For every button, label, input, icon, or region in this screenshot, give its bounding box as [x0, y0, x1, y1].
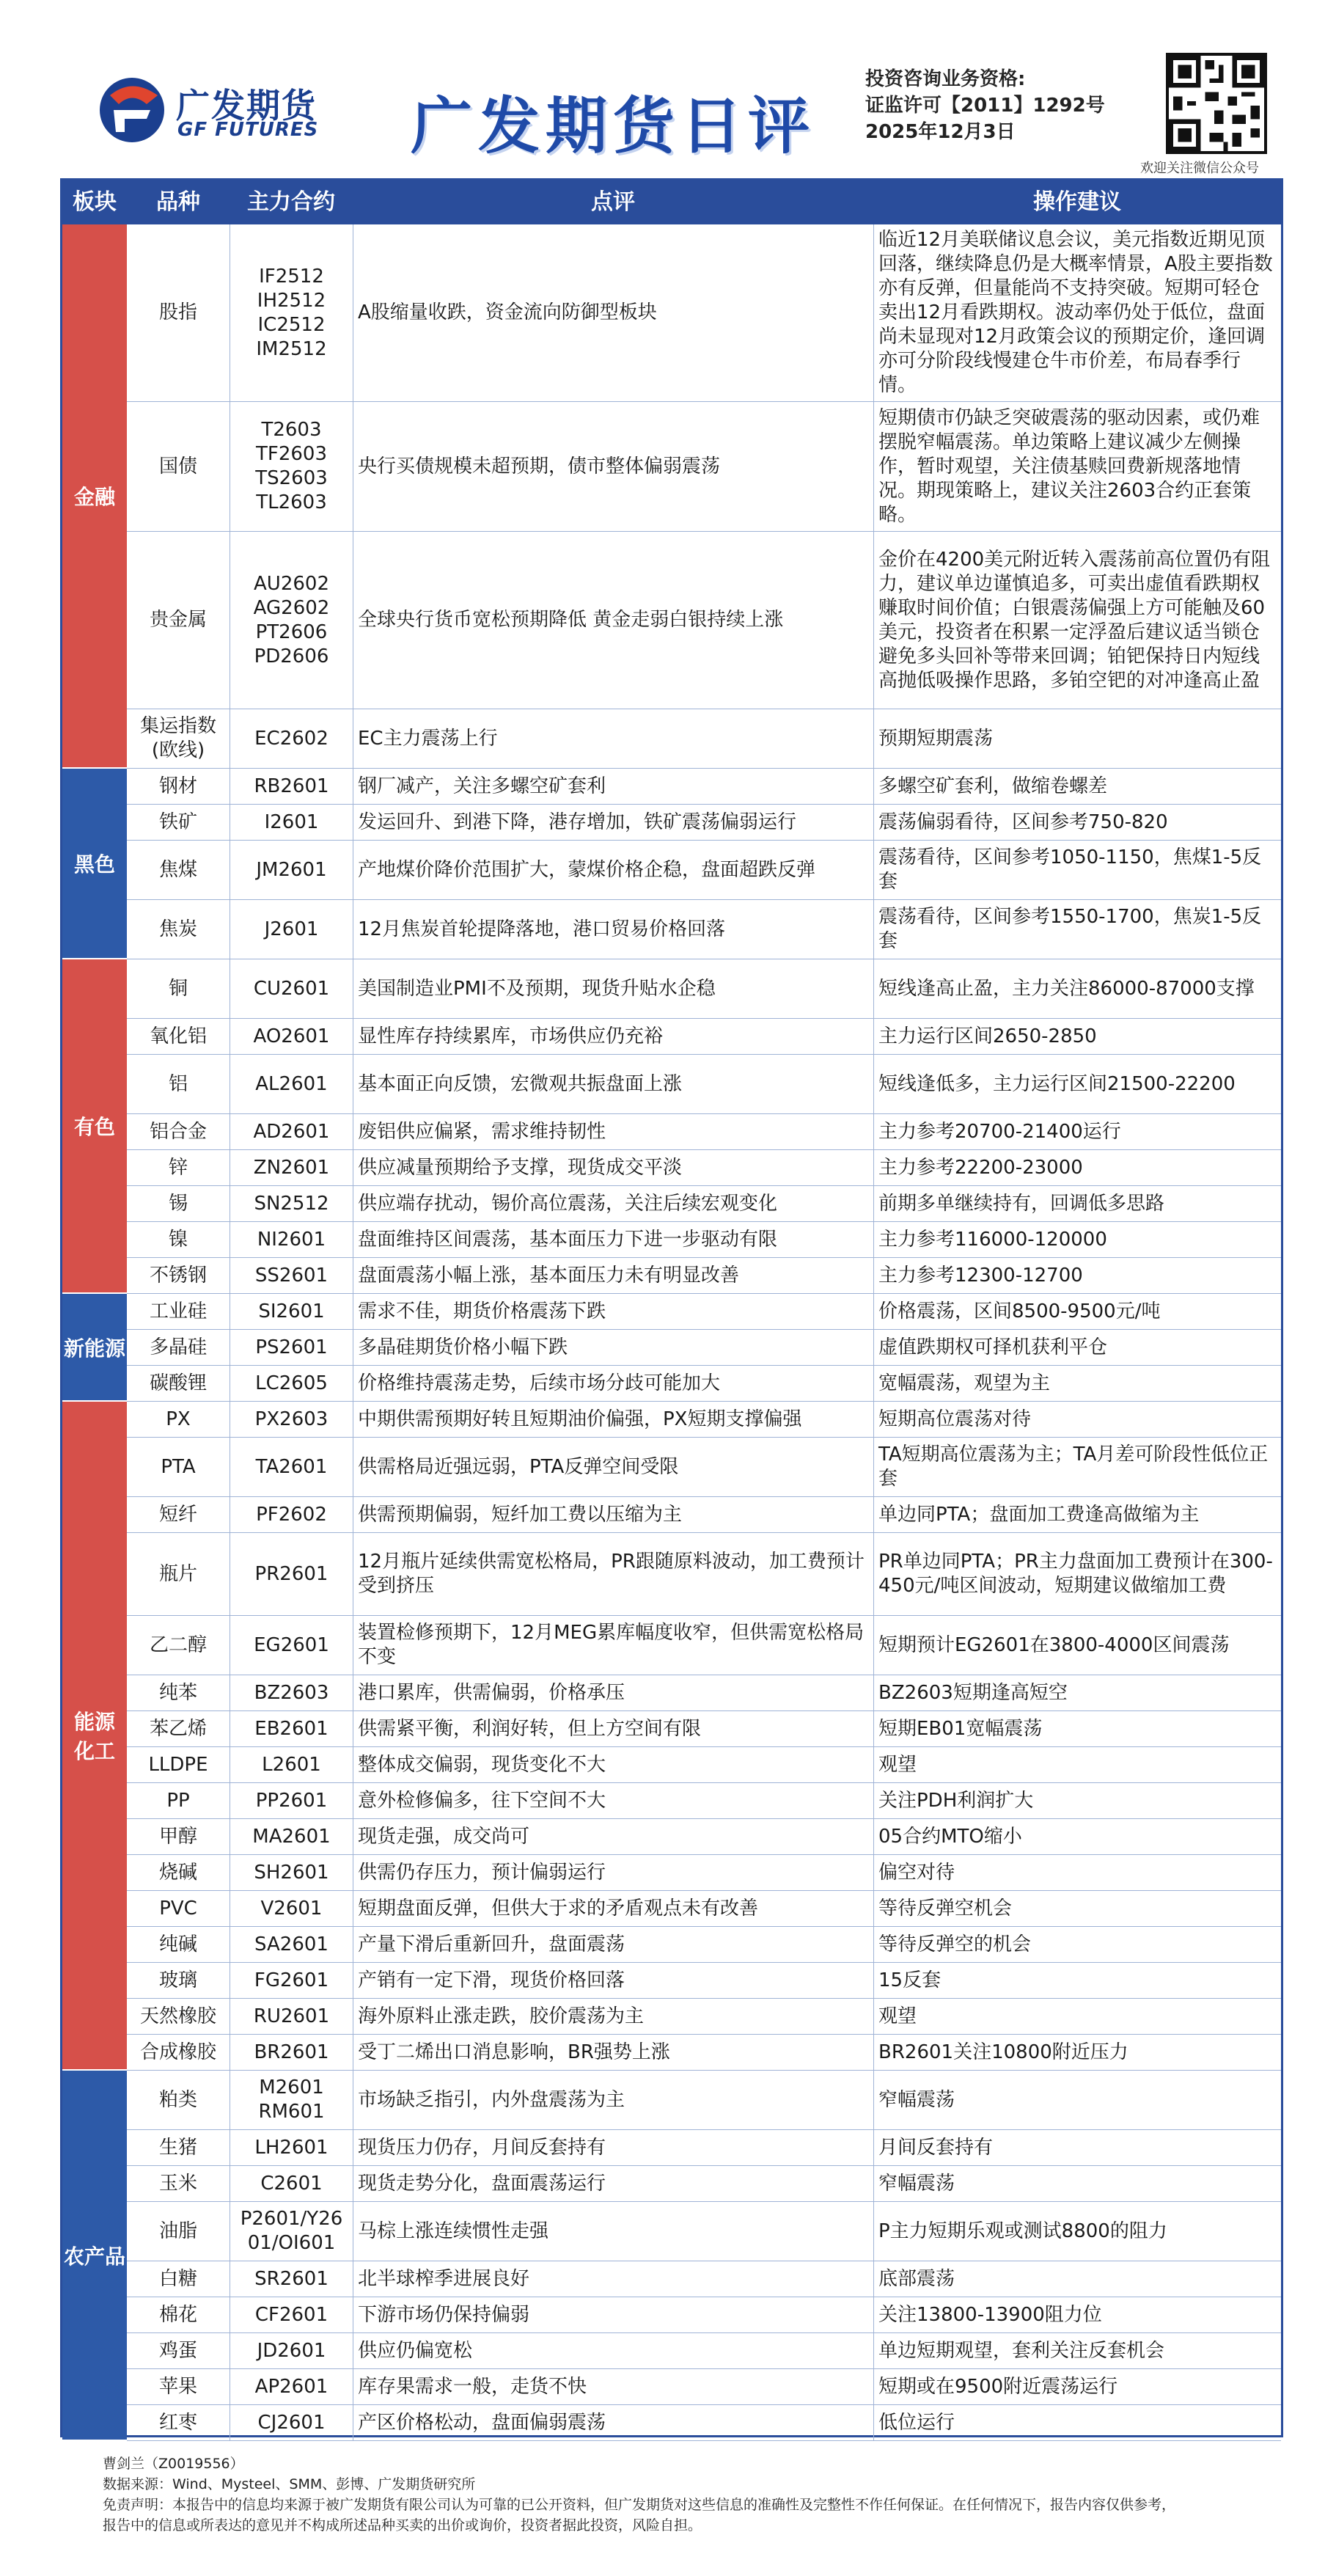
- sector-label: 有色: [62, 959, 127, 1294]
- product-cell: 国债: [158, 455, 197, 477]
- contract-cell: SI2601: [230, 1294, 353, 1329]
- comment-cell: 产销有一定下滑，现货价格回落: [353, 1963, 873, 1998]
- table-row: [127, 1855, 1281, 1891]
- table-row: [127, 1150, 1281, 1186]
- table-row: [127, 1711, 1281, 1747]
- qr-caption: 欢迎关注微信公众号: [1140, 161, 1259, 176]
- contract-cell: AL2601: [230, 1055, 353, 1113]
- table-row: [127, 2202, 1281, 2261]
- contract-cell: IF2512 IH2512 IC2512 IM2512: [230, 224, 353, 401]
- comment-cell: 供应减量预期给予支撑，现货成交平淡: [353, 1150, 873, 1185]
- table-row: [127, 1891, 1281, 1927]
- table-row: [127, 805, 1281, 841]
- table-row: [127, 1222, 1281, 1258]
- product-cell: 合成橡胶: [139, 2041, 216, 2063]
- header-comment: 点评: [591, 189, 635, 215]
- table-row: [127, 2130, 1281, 2166]
- comment-cell: 发运回升、到港下降，港存增加，铁矿震荡偏弱运行: [353, 805, 873, 840]
- advice-cell: 主力参考22200-23000: [873, 1150, 1281, 1185]
- advice-cell: 预期短期震荡: [873, 709, 1281, 768]
- table-row: [127, 1366, 1281, 1402]
- product-cell: 粕类: [158, 2088, 197, 2111]
- contract-cell: BZ2603: [230, 1675, 353, 1710]
- product-cell: PTA: [161, 1455, 196, 1478]
- product-cell: 多晶硅: [149, 1336, 207, 1358]
- license-line: 证监许可【2011】1292号: [865, 95, 1105, 117]
- comment-cell: 供需紧平衡，利润好转，但上方空间有限: [353, 1711, 873, 1746]
- comment-cell: 12月瓶片延续供需宽松格局，PR跟随原料波动，加工费预计受到挤压: [353, 1533, 873, 1615]
- table-row: [127, 900, 1281, 959]
- comment-cell: 海外原料止涨走跌，胶价震荡为主: [353, 1999, 873, 2034]
- product-cell: 甲醇: [158, 1825, 197, 1848]
- advice-cell: 虚值跌期权可择机获利平仓: [873, 1330, 1281, 1365]
- license-info: [865, 66, 1105, 145]
- contract-cell: V2601: [230, 1891, 353, 1926]
- comment-cell: 美国制造业PMI不及预期，现货升贴水企稳: [353, 959, 873, 1018]
- contract-cell: MA2601: [230, 1819, 353, 1854]
- contract-cell: SA2601: [230, 1927, 353, 1962]
- sector-label: 金融: [62, 224, 127, 769]
- contract-cell: SS2601: [230, 1258, 353, 1293]
- contract-cell: M2601 RM601: [230, 2071, 353, 2129]
- product-cell: 纯碱: [158, 1933, 197, 1955]
- comment-cell: EC主力震荡上行: [353, 709, 873, 768]
- comment-cell: 意外检修偏多，往下空间不大: [353, 1783, 873, 1818]
- product-cell: 股指: [158, 301, 197, 323]
- comment-cell: 12月焦炭首轮提降落地，港口贸易价格回落: [353, 900, 873, 959]
- advice-cell: 短期高位震荡对待: [873, 1402, 1281, 1437]
- advice-cell: 等待反弹空机会: [873, 1891, 1281, 1926]
- table-row: [127, 1616, 1281, 1675]
- comment-cell: 需求不佳，期货价格震荡下跌: [353, 1294, 873, 1329]
- header-contract: 主力合约: [247, 189, 335, 215]
- comment-cell: 库存果需求一般，走货不快: [353, 2369, 873, 2404]
- product-cell: PP: [166, 1789, 190, 1812]
- logo-text-cn: 广发期货: [176, 86, 317, 125]
- product-cell: 集运指数 (欧线): [139, 715, 216, 761]
- table-row: [127, 1497, 1281, 1533]
- header-product: 品种: [156, 189, 200, 215]
- advice-cell: 主力参考116000-120000: [873, 1222, 1281, 1257]
- advice-cell: 等待反弹空的机会: [873, 1927, 1281, 1962]
- table-row: [127, 2261, 1281, 2297]
- contract-cell: T2603 TF2603 TS2603 TL2603: [230, 402, 353, 531]
- table-row: [127, 402, 1281, 532]
- product-cell: PX: [166, 1408, 191, 1430]
- daily-review-table: [60, 178, 1283, 2437]
- comment-cell: 产区价格松动，盘面偏弱震荡: [353, 2405, 873, 2440]
- comment-cell: 受丁二烯出口消息影响，BR强势上涨: [353, 2035, 873, 2070]
- sector-label: 黑色: [62, 769, 127, 959]
- table-row: [127, 1927, 1281, 1963]
- table-row: [127, 2166, 1281, 2202]
- advice-cell: 宽幅震荡，观望为主: [873, 1366, 1281, 1401]
- advice-cell: 震荡偏弱看待，区间参考750-820: [873, 805, 1281, 840]
- advice-cell: 偏空对待: [873, 1855, 1281, 1890]
- contract-cell: FG2601: [230, 1963, 353, 1998]
- advice-cell: 多螺空矿套利，做缩卷螺差: [873, 769, 1281, 804]
- contract-cell: NI2601: [230, 1222, 353, 1257]
- sector-label: 农产品: [62, 2071, 127, 2441]
- advice-cell: 关注13800-13900阻力位: [873, 2297, 1281, 2332]
- product-cell: 苯乙烯: [149, 1717, 207, 1740]
- comment-cell: 价格维持震荡走势，后续市场分歧可能加大: [353, 1366, 873, 1401]
- product-cell: 工业硅: [149, 1300, 207, 1322]
- footer: [103, 2454, 1276, 2536]
- contract-cell: ZN2601: [230, 1150, 353, 1185]
- product-cell: 铜: [168, 977, 188, 1000]
- sector-label: 能源 化工: [62, 1402, 127, 2071]
- sector-label: 新能源: [62, 1294, 127, 1402]
- product-cell: 钢材: [158, 775, 197, 797]
- header: [0, 0, 1325, 176]
- comment-cell: 钢厂减产，关注多螺空矿套利: [353, 769, 873, 804]
- contract-cell: RU2601: [230, 1999, 353, 2034]
- comment-cell: 马棕上涨连续惯性走强: [353, 2202, 873, 2261]
- contract-cell: SH2601: [230, 1855, 353, 1890]
- product-cell: 生猪: [158, 2136, 197, 2159]
- table-row: [127, 1819, 1281, 1855]
- contract-cell: PR2601: [230, 1533, 353, 1615]
- comment-cell: 盘面维持区间震荡，基本面压力下进一步驱动有限: [353, 1222, 873, 1257]
- contract-cell: AD2601: [230, 1114, 353, 1149]
- advice-cell: 前期多单继续持有，回调低多思路: [873, 1186, 1281, 1221]
- table-row: [127, 1533, 1281, 1616]
- comment-cell: 供需仍存压力，预计偏弱运行: [353, 1855, 873, 1890]
- comment-cell: 供需格局近强远弱，PTA反弹空间受限: [353, 1438, 873, 1496]
- product-cell: PVC: [159, 1897, 197, 1920]
- contract-cell: SR2601: [230, 2261, 353, 2297]
- comment-cell: 现货走强，成交尚可: [353, 1819, 873, 1854]
- comment-cell: 中期供需预期好转且短期油价偏强，PX短期支撑偏强: [353, 1402, 873, 1437]
- comment-cell: 供需预期偏弱，短纤加工费以压缩为主: [353, 1497, 873, 1532]
- table-row: [127, 1438, 1281, 1497]
- product-cell: 棉花: [158, 2303, 197, 2326]
- product-cell: 玻璃: [158, 1969, 197, 1991]
- contract-cell: AO2601: [230, 1019, 353, 1054]
- product-cell: 红枣: [158, 2411, 197, 2434]
- table-row: [127, 1747, 1281, 1783]
- table-row: [127, 1783, 1281, 1819]
- product-cell: 纯苯: [158, 1681, 197, 1704]
- advice-cell: 观望: [873, 1747, 1281, 1782]
- contract-cell: PS2601: [230, 1330, 353, 1365]
- contract-cell: CU2601: [230, 959, 353, 1018]
- advice-cell: 短期债市仍缺乏突破震荡的驱动因素，或仍难摆脱窄幅震荡。单边策略上建议减少左侧操作，暂时观望，关注债基赎回费新规落地情况。期现策略上，建议关注2603合约正套策略。: [873, 402, 1281, 531]
- comment-cell: 下游市场仍保持偏弱: [353, 2297, 873, 2332]
- company-logo: [95, 73, 337, 147]
- license-line: 投资咨询业务资格:: [865, 68, 1026, 90]
- product-cell: 烧碱: [158, 1861, 197, 1884]
- contract-cell: CJ2601: [230, 2405, 353, 2440]
- advice-cell: 短期EB01宽幅震荡: [873, 1711, 1281, 1746]
- table-row: [127, 1055, 1281, 1114]
- product-cell: 瓶片: [158, 1562, 197, 1585]
- qr-code-icon: [1166, 53, 1267, 154]
- author: 曹剑兰（Z0019556）: [103, 2456, 244, 2472]
- advice-cell: 金价在4200美元附近转入震荡前高位置仍有阻力，建议单边谨慎追多，可卖出虚值看跌期权赚取时间价值；白银震荡偏强上方可能触及60美元，投资者在积累一定浮盈后建议适当锁仓避免多头回补等带来回调；铂钯保持日内短线高抛低吸操作思路，多铂空钯的对冲逢高止盈: [873, 532, 1281, 709]
- product-cell: 贵金属: [149, 609, 207, 631]
- disclaimer: 免责声明：本报告中的信息均来源于被广发期货有限公司认为可靠的已公开资料，但广发期货对这些信息的准确性及完整性不作任何保证。在任何情况下，报告内容仅供参考，: [103, 2497, 1176, 2513]
- contract-cell: LC2605: [230, 1366, 353, 1401]
- comment-cell: 基本面正向反馈，宏微观共振盘面上涨: [353, 1055, 873, 1113]
- product-cell: 短纤: [158, 1503, 197, 1526]
- product-cell: 镍: [168, 1228, 188, 1251]
- header-sector: 板块: [73, 189, 117, 215]
- advice-cell: 短期预计EG2601在3800-4000区间震荡: [873, 1616, 1281, 1675]
- contract-cell: AP2601: [230, 2369, 353, 2404]
- advice-cell: 价格震荡，区间8500-9500元/吨: [873, 1294, 1281, 1329]
- table-row: [127, 2369, 1281, 2405]
- contract-cell: L2601: [230, 1747, 353, 1782]
- table-row: [127, 1963, 1281, 1999]
- contract-cell: C2601: [230, 2166, 353, 2201]
- comment-cell: 全球央行货币宽松预期降低 黄金走弱白银持续上涨: [353, 532, 873, 709]
- table-row: [127, 1999, 1281, 2035]
- product-cell: 玉米: [158, 2172, 197, 2195]
- comment-cell: 盘面震荡小幅上涨，基本面压力未有明显改善: [353, 1258, 873, 1293]
- advice-cell: 短线逢低多，主力运行区间21500-22200: [873, 1055, 1281, 1113]
- advice-cell: 窄幅震荡: [873, 2166, 1281, 2201]
- product-cell: 白糖: [158, 2267, 197, 2290]
- advice-cell: 月间反套持有: [873, 2130, 1281, 2165]
- comment-cell: 装置检修预期下，12月MEG累库幅度收窄，但供需宽松格局不变: [353, 1616, 873, 1675]
- contract-cell: JM2601: [230, 841, 353, 899]
- comment-cell: 供应仍偏宽松: [353, 2333, 873, 2368]
- advice-cell: 15反套: [873, 1963, 1281, 1998]
- advice-cell: 底部震荡: [873, 2261, 1281, 2297]
- comment-cell: 短期盘面反弹，但供大于求的矛盾观点未有改善: [353, 1891, 873, 1926]
- advice-cell: 关注PDH利润扩大: [873, 1783, 1281, 1818]
- comment-cell: 现货压力仍存，月间反套持有: [353, 2130, 873, 2165]
- product-cell: 铝合金: [149, 1120, 207, 1143]
- table-row: [127, 1294, 1281, 1330]
- advice-cell: 主力运行区间2650-2850: [873, 1019, 1281, 1054]
- contract-cell: TA2601: [230, 1438, 353, 1496]
- contract-cell: EB2601: [230, 1711, 353, 1746]
- comment-cell: 北半球榨季进展良好: [353, 2261, 873, 2297]
- advice-cell: 主力参考12300-12700: [873, 1258, 1281, 1293]
- report-date: 2025年12月3日: [865, 121, 1016, 143]
- contract-cell: SN2512: [230, 1186, 353, 1221]
- product-cell: 不锈钢: [149, 1264, 207, 1287]
- advice-cell: TA短期高位震荡为主；TA月差可阶段性低位正套: [873, 1438, 1281, 1496]
- product-cell: 锌: [168, 1156, 188, 1179]
- table-row: [127, 959, 1281, 1019]
- header-advice: 操作建议: [1033, 189, 1121, 215]
- advice-cell: 单边短期观望，套利关注反套机会: [873, 2333, 1281, 2368]
- contract-cell: CF2601: [230, 2297, 353, 2332]
- disclaimer: 报告中的信息或所表达的意见并不构成所述品种买卖的出价或询价，投资者据此投资，风险自担。: [103, 2517, 702, 2533]
- contract-cell: PX2603: [230, 1402, 353, 1437]
- advice-cell: 窄幅震荡: [873, 2071, 1281, 2129]
- contract-cell: P2601/Y26 01/OI601: [230, 2202, 353, 2261]
- contract-cell: BR2601: [230, 2035, 353, 2070]
- table-row: [127, 2035, 1281, 2071]
- advice-cell: 震荡看待，区间参考1050-1150，焦煤1-5反套: [873, 841, 1281, 899]
- contract-cell: EG2601: [230, 1616, 353, 1675]
- table-row: [127, 1114, 1281, 1150]
- table-row: [127, 224, 1281, 402]
- table-row: [127, 2405, 1281, 2441]
- advice-cell: 观望: [873, 1999, 1281, 2034]
- comment-cell: 市场缺乏指引，内外盘震荡为主: [353, 2071, 873, 2129]
- comment-cell: 港口累库，供需偏弱，价格承压: [353, 1675, 873, 1710]
- table-row: [127, 1258, 1281, 1294]
- table-row: [127, 532, 1281, 709]
- product-cell: 锡: [168, 1192, 188, 1215]
- advice-cell: 主力参考20700-21400运行: [873, 1114, 1281, 1149]
- contract-cell: LH2601: [230, 2130, 353, 2165]
- comment-cell: 废铝供应偏紧，需求维持韧性: [353, 1114, 873, 1149]
- table-row: [127, 1402, 1281, 1438]
- table-row: [127, 841, 1281, 900]
- contract-cell: PF2602: [230, 1497, 353, 1532]
- contract-cell: J2601: [230, 900, 353, 959]
- table-row: [127, 2333, 1281, 2369]
- table-row: [127, 2071, 1281, 2130]
- advice-cell: 低位运行: [873, 2405, 1281, 2440]
- comment-cell: 央行买债规模未超预期，债市整体偏弱震荡: [353, 402, 873, 531]
- advice-cell: 震荡看待，区间参考1550-1700，焦炭1-5反套: [873, 900, 1281, 959]
- comment-cell: 整体成交偏弱，现货变化不大: [353, 1747, 873, 1782]
- logo-text-en: GF FUTURES: [177, 119, 319, 141]
- contract-cell: AU2602 AG2602 PT2606 PD2606: [230, 532, 353, 709]
- contract-cell: PP2601: [230, 1783, 353, 1818]
- advice-cell: 单边同PTA；盘面加工费逢高做缩为主: [873, 1497, 1281, 1532]
- product-cell: 铝: [168, 1072, 188, 1095]
- product-cell: 乙二醇: [149, 1633, 207, 1656]
- comment-cell: 产量下滑后重新回升，盘面震荡: [353, 1927, 873, 1962]
- product-cell: 碳酸锂: [149, 1372, 207, 1394]
- gf-logo-icon: [95, 73, 169, 147]
- table-row: [127, 2297, 1281, 2333]
- comment-cell: 供应端存扰动，锡价高位震荡，关注后续宏观变化: [353, 1186, 873, 1221]
- table-header: [62, 180, 1281, 224]
- advice-cell: PR单边同PTA；PR主力盘面加工费预计在300-450元/吨区间波动，短期建议做缩加工费: [873, 1533, 1281, 1615]
- contract-cell: I2601: [230, 805, 353, 840]
- table-row: [127, 769, 1281, 805]
- advice-cell: P主力短期乐观或测试8800的阻力: [873, 2202, 1281, 2261]
- table-row: [127, 1675, 1281, 1711]
- contract-cell: EC2602: [230, 709, 353, 768]
- advice-cell: 短线逢高止盈，主力关注86000-87000支撑: [873, 959, 1281, 1018]
- comment-cell: A股缩量收跌，资金流向防御型板块: [353, 224, 873, 401]
- product-cell: 铁矿: [158, 811, 197, 833]
- product-cell: 焦炭: [158, 918, 197, 940]
- product-cell: 焦煤: [158, 858, 197, 881]
- product-cell: 氧化铝: [149, 1025, 207, 1047]
- product-cell: 苹果: [158, 2375, 197, 2398]
- comment-cell: 显性库存持续累库，市场供应仍充裕: [353, 1019, 873, 1054]
- product-cell: 鸡蛋: [158, 2339, 197, 2362]
- table-row: [127, 1019, 1281, 1055]
- table-row: [127, 1330, 1281, 1366]
- advice-cell: BR2601关注10800附近压力: [873, 2035, 1281, 2070]
- product-cell: 天然橡胶: [139, 2005, 216, 2027]
- page-title: 广发期货日评: [411, 90, 816, 162]
- advice-cell: 短期或在9500附近震荡运行: [873, 2369, 1281, 2404]
- product-cell: LLDPE: [148, 1753, 208, 1776]
- contract-cell: JD2601: [230, 2333, 353, 2368]
- contract-cell: RB2601: [230, 769, 353, 804]
- data-source: 数据来源：Wind、Mysteel、SMM、彭博、广发期货研究所: [103, 2476, 476, 2492]
- advice-cell: BZ2603短期逢高短空: [873, 1675, 1281, 1710]
- comment-cell: 多晶硅期货价格小幅下跌: [353, 1330, 873, 1365]
- comment-cell: 现货走势分化，盘面震荡运行: [353, 2166, 873, 2201]
- table-row: [127, 709, 1281, 769]
- comment-cell: 产地煤价降价范围扩大，蒙煤价格企稳，盘面超跌反弹: [353, 841, 873, 899]
- advice-cell: 临近12月美联储议息会议，美元指数近期见顶回落，继续降息仍是大概率情景，A股主要指数亦有反弹，但量能尚不支持突破。短期可轻仓卖出12月看跌期权。波动率仍处于低位，盘面尚未显现对12月政策会议的预期定价，逢回调亦可分阶段线慢建仓牛市价差，布局春季行情。: [873, 224, 1281, 401]
- advice-cell: 05合约MTO缩小: [873, 1819, 1281, 1854]
- table-row: [127, 1186, 1281, 1222]
- product-cell: 油脂: [158, 2220, 197, 2242]
